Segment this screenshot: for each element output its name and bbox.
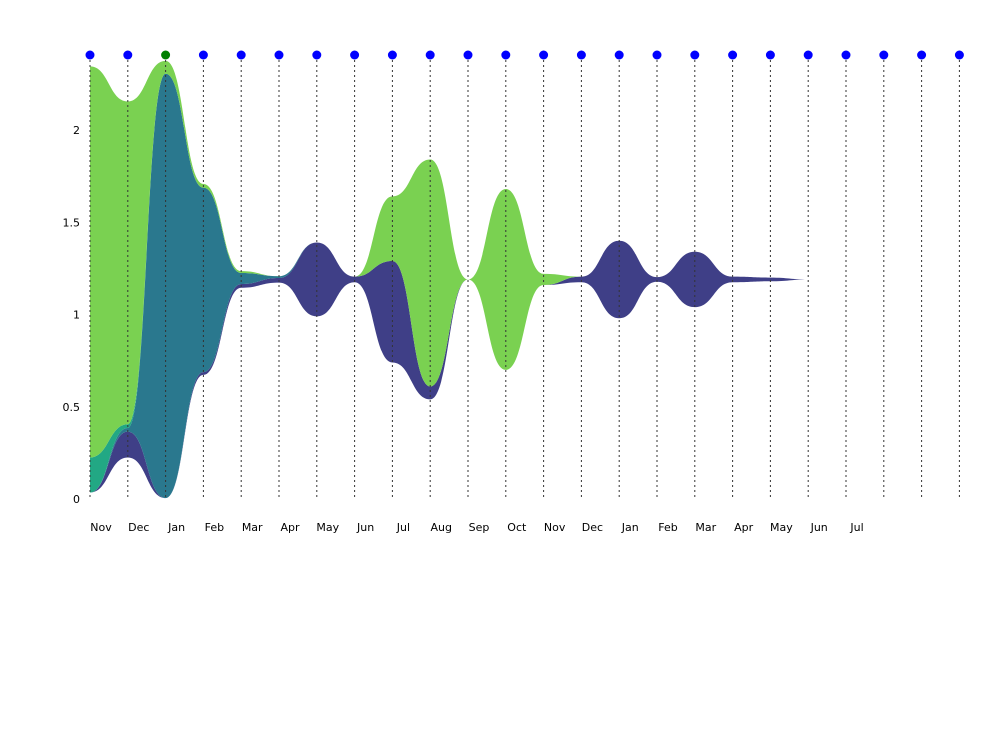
timeline-marker[interactable] <box>388 51 397 60</box>
y-tick-label: 0 <box>73 493 80 506</box>
y-axis <box>63 124 81 506</box>
x-tick-label: Dec <box>128 521 150 534</box>
timeline-marker[interactable] <box>123 51 132 60</box>
x-tick-label: Mar <box>695 521 717 534</box>
timeline-marker[interactable] <box>653 51 662 60</box>
timeline-marker[interactable] <box>350 51 359 60</box>
x-tick-label: Feb <box>658 521 678 534</box>
x-tick-label: Apr <box>734 521 754 534</box>
timeline-marker[interactable] <box>728 51 737 60</box>
y-tick-label: 0.5 <box>62 400 80 414</box>
x-axis <box>90 521 863 534</box>
timeline-marker[interactable] <box>275 51 284 60</box>
timeline-marker[interactable] <box>879 51 888 60</box>
x-tick-label: Jul <box>396 521 411 534</box>
y-tick-label: 1 <box>73 308 80 322</box>
x-tick-label: Dec <box>581 521 604 534</box>
x-tick-label: Apr <box>280 521 300 534</box>
x-tick-label: Feb <box>204 521 225 534</box>
x-tick-label: Aug <box>430 521 452 534</box>
timeline-markers[interactable] <box>86 51 964 60</box>
timeline-marker[interactable] <box>577 51 586 60</box>
timeline-marker[interactable] <box>917 51 926 60</box>
timeline-marker[interactable] <box>615 51 624 60</box>
x-tick-label: Nov <box>90 521 112 534</box>
timeline-marker[interactable] <box>766 51 775 60</box>
x-tick-label: Jan <box>621 521 639 534</box>
x-tick-label: Jan <box>168 521 186 534</box>
x-tick-label: Mar <box>241 521 263 534</box>
x-tick-label: Jun <box>357 521 375 534</box>
timeline-marker[interactable] <box>426 51 435 60</box>
y-tick-label: 2 <box>73 124 80 137</box>
x-tick-label: May <box>316 521 340 534</box>
timeline-marker[interactable] <box>690 51 699 60</box>
timeline-marker[interactable] <box>842 51 851 60</box>
x-tick-label: Jun <box>810 521 828 534</box>
timeline-marker[interactable] <box>955 51 964 60</box>
timeline-marker[interactable] <box>312 51 321 60</box>
stream-layers <box>90 61 959 498</box>
timeline-marker[interactable] <box>86 51 95 60</box>
timeline-marker[interactable] <box>539 51 548 60</box>
timeline-marker[interactable] <box>804 51 813 60</box>
x-tick-label: May <box>770 521 793 534</box>
timeline-marker[interactable] <box>501 51 510 60</box>
timeline-marker[interactable] <box>237 51 246 60</box>
x-tick-label: Oct <box>507 521 527 534</box>
timeline-marker[interactable] <box>464 51 473 60</box>
x-tick-label: Nov <box>543 521 566 534</box>
x-tick-label: Jul <box>850 521 864 534</box>
y-tick-label: 1.5 <box>62 216 80 230</box>
timeline-marker-selected[interactable] <box>161 51 170 60</box>
timeline-marker[interactable] <box>199 51 208 60</box>
x-tick-label: Sep <box>468 521 490 534</box>
